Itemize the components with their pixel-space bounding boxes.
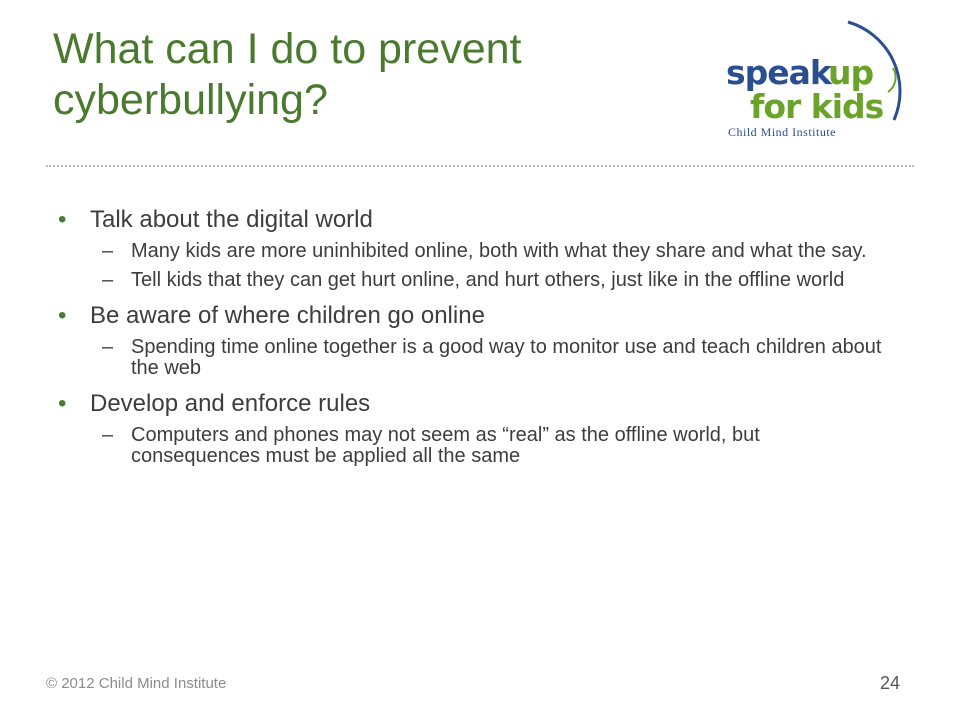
title-divider — [46, 165, 914, 167]
logo-word-up: up — [828, 53, 874, 92]
sub-bullet-marker: – — [102, 336, 114, 358]
page-number: 24 — [880, 673, 901, 693]
copyright-footer: © 2012 Child Mind Institute — [46, 675, 227, 692]
sub-bullet-text: Spending time online together is a good way to monitor use and teach children about the web — [131, 336, 882, 379]
bullet-group — [56, 299, 916, 379]
sub-bullet-item — [56, 270, 916, 291]
sub-bullet-text: Computers and phones may not seem as “real” as the offline world, but consequences must be applied all the same — [131, 424, 760, 467]
bullet-item — [56, 203, 916, 237]
bullet-group — [56, 203, 916, 291]
slide-title-line-2: cyberbullying? — [53, 76, 328, 124]
bullet-label: Talk about the digital world — [90, 206, 373, 233]
bullet-item — [56, 387, 916, 421]
logo-org-name: Child Mind Institute — [728, 125, 837, 139]
sub-bullet-item — [56, 425, 916, 467]
sub-bullet-marker: – — [102, 424, 114, 446]
slide-title — [53, 24, 673, 126]
bullet-label: Be aware of where children go online — [90, 302, 485, 329]
bullet-group — [56, 387, 916, 467]
sub-bullet-item — [56, 241, 916, 262]
bullet-marker: • — [58, 302, 67, 329]
logo-arc-small — [888, 68, 896, 92]
sub-bullet-marker: – — [102, 240, 114, 262]
sub-bullet-item — [56, 337, 916, 379]
slide-title-line-1: What can I do to prevent — [53, 25, 522, 73]
bullet-label: Develop and enforce rules — [90, 390, 371, 417]
logo-word-for-kids: for kids — [750, 87, 884, 126]
bullet-item — [56, 299, 916, 333]
sub-bullet-text: Many kids are more uninhibited online, both with what they share and what the say. — [131, 240, 867, 262]
bullet-marker: • — [58, 206, 67, 233]
logo-word-speak: speak — [726, 53, 831, 92]
slide-body — [56, 203, 916, 475]
sub-bullet-marker: – — [102, 269, 114, 291]
sub-bullet-text: Tell kids that they can get hurt online, and hurt others, just like in the offline world — [131, 269, 845, 291]
speak-up-for-kids-logo — [718, 12, 918, 152]
bullet-marker: • — [58, 390, 67, 417]
